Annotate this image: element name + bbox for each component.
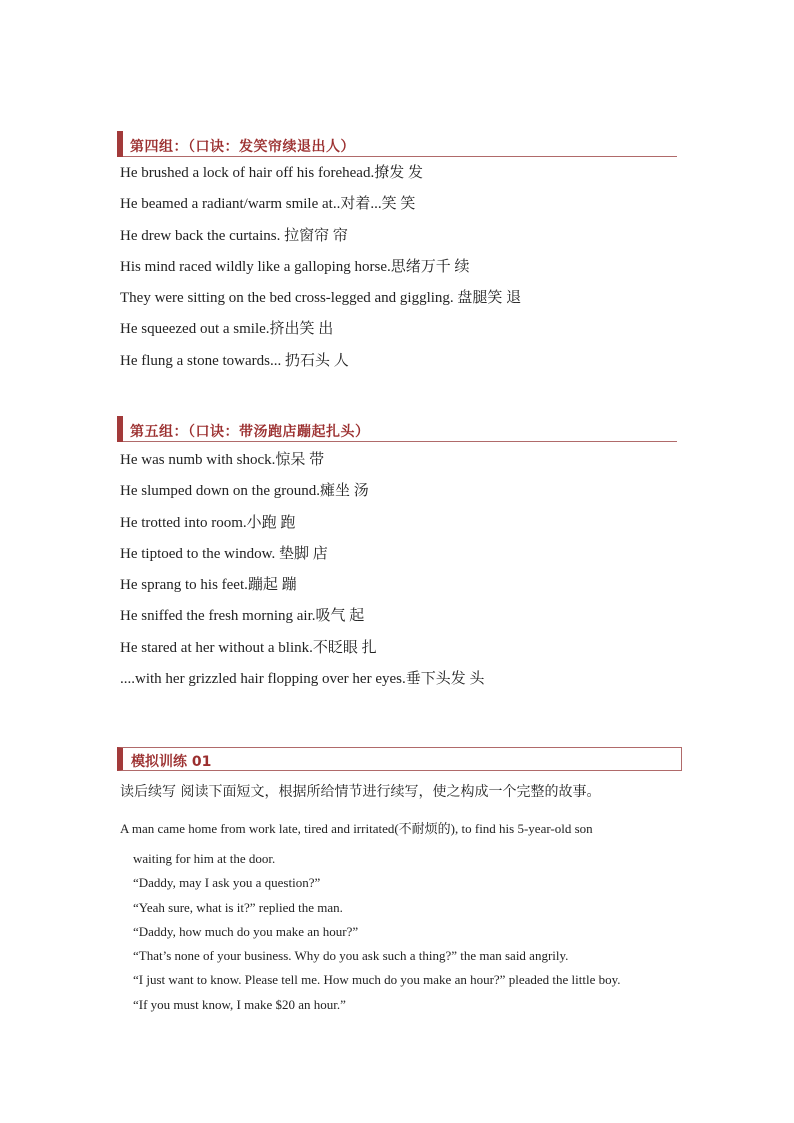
heading-accent-bar	[117, 131, 123, 157]
passage-list	[133, 850, 621, 1020]
group5-line: He slumped down on the ground.瘫坐 汤	[120, 483, 369, 500]
passage-line: “That’s none of your business. Why do you ask such a thing?” the man said angrily.	[133, 948, 569, 964]
group5-line: ....with her grizzled hair flopping over her eyes.垂下头发 头	[120, 671, 485, 688]
passage-line: “If you must know, I make $20 an hour.”	[133, 996, 346, 1012]
group5-list	[120, 449, 484, 699]
group5-line: He trotted into room.小跑 跑	[120, 514, 296, 531]
heading-underline	[123, 156, 677, 157]
heading-accent-bar	[117, 416, 123, 442]
group4-list	[120, 162, 521, 381]
group5-title: 第五组：（口诀：带汤跑店蹦起扎头）	[130, 424, 370, 440]
heading-underline	[123, 441, 677, 442]
group5-heading	[117, 416, 677, 442]
passage-line: “Daddy, may I ask you a question?”	[133, 875, 321, 891]
training-title: 模拟训练 01	[131, 754, 212, 770]
passage-line: “I just want to know. Please tell me. How much do you make an hour?” pleaded the little boy.	[133, 972, 621, 988]
group4-line: They were sitting on the bed cross-legged and giggling. 盘腿笑 退	[120, 290, 522, 307]
group4-heading	[117, 131, 677, 157]
passage-first-line: A man came home from work late, tired and irritated(不耐烦的), to find his 5-year-old son	[120, 821, 593, 836]
group5-line: He tiptoed to the window. 垫脚 店	[120, 545, 328, 562]
group4-line: He squeezed out a smile.挤出笑 出	[120, 321, 334, 338]
training-instruction: 读后续写 阅读下面短文，根据所给情节进行续写，使之构成一个完整的故事。	[120, 784, 601, 800]
group5-line: He was numb with shock.惊呆 带	[120, 452, 325, 468]
group5-line: He stared at her without a blink.不眨眼 扎	[120, 639, 377, 656]
group4-title: 第四组：（口诀：发笑帘续退出人）	[130, 139, 355, 155]
group4-line: His mind raced wildly like a galloping horse.思绪万千 续	[120, 258, 470, 275]
training-heading	[117, 747, 682, 771]
group4-line: He beamed a radiant/warm smile at..对着...笑 笑	[120, 196, 416, 213]
passage-line: “Daddy, how much do you make an hour?”	[133, 923, 359, 939]
passage-line: waiting for him at the door.	[133, 851, 276, 866]
passage-line: “Yeah sure, what is it?” replied the man.	[133, 899, 343, 915]
group4-line: He brushed a lock of hair off his forehead.撩发 发	[120, 165, 423, 181]
group4-line: He drew back the curtains. 拉窗帘 帘	[120, 227, 348, 244]
group4-line: He flung a stone towards... 扔石头 人	[120, 352, 349, 369]
group5-line: He sniffed the fresh morning air.吸气 起	[120, 608, 365, 625]
group5-line: He sprang to his feet.蹦起 蹦	[120, 577, 297, 594]
